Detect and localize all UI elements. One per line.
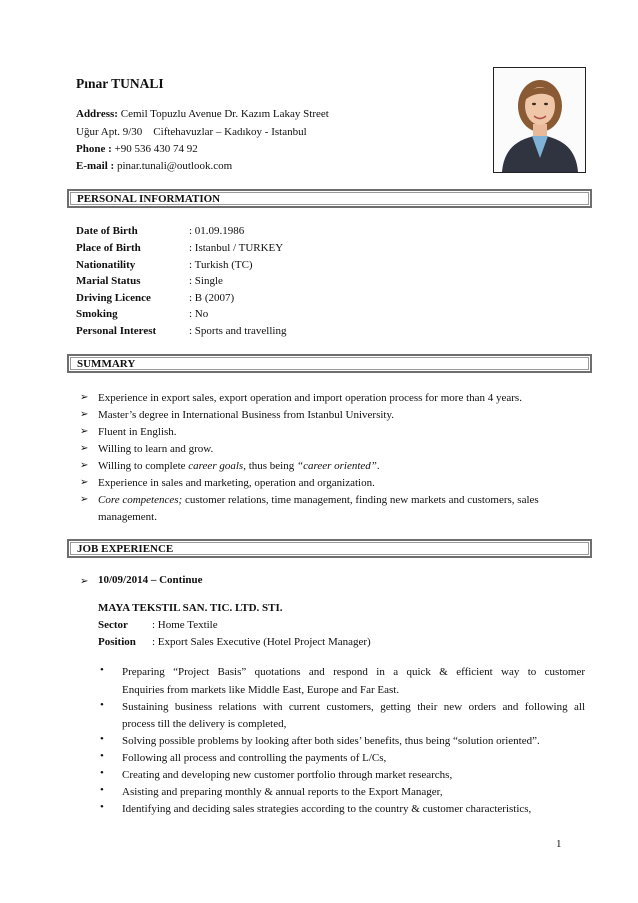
job-sector-value: : Home Textile [152, 619, 218, 631]
address-value: Cemil Topuzlu Avenue Dr. Kazım Lakay Street [120, 108, 329, 120]
personal-label-pob: Place of Birth [76, 242, 141, 254]
section-header-job [67, 539, 592, 558]
arrow-bullet-icon: ➢ [80, 392, 89, 403]
summary-item-career [98, 458, 578, 475]
personal-label-nationality: Nationatility [76, 259, 136, 271]
email-value: pinar.tunali@outlook.com [116, 160, 233, 172]
summary-item-career-a: Willing to complete [98, 460, 189, 472]
personal-label-licence: Driving Licence [76, 292, 151, 304]
personal-value-dob: : 01.09.1986 [189, 225, 245, 237]
bullet-dot-icon: • [100, 699, 104, 711]
bullet-dot-icon: • [100, 801, 104, 813]
profile-photo [493, 67, 586, 173]
section-title-summary: SUMMARY [77, 358, 136, 370]
section-header-personal [67, 189, 592, 208]
summary-competences-text: customer relations, time management, finding new markets and customers, sales [182, 494, 539, 506]
summary-item-career-d: “career oriented” [296, 460, 377, 472]
job-duty-cont: process till the delivery is completed, [122, 718, 287, 730]
address-label: Address: [76, 108, 118, 120]
bullet-dot-icon: • [100, 767, 104, 779]
bullet-dot-icon: • [100, 733, 104, 745]
phone-value: +90 536 430 74 92 [114, 143, 198, 155]
personal-value-pob: : Istanbul / TURKEY [189, 242, 284, 254]
personal-value-interest: : Sports and travelling [189, 325, 287, 337]
profile-photo-image [494, 68, 585, 172]
personal-label-marital: Marial Status [76, 275, 141, 287]
arrow-bullet-icon: ➢ [80, 494, 89, 505]
job-duty: Identifying and deciding sales strategies according to the country & customer characteristics, [122, 803, 532, 815]
personal-value-smoking: : No [189, 308, 209, 320]
personal-value-licence: : B (2007) [189, 292, 235, 304]
job-duty: Solving possible problems by looking after both sides’ benefits, thus being “solution oriented”. [122, 735, 540, 747]
address-line-1 [76, 108, 329, 120]
job-company: MAYA TEKSTIL SAN. TIC. LTD. STI. [98, 602, 283, 614]
candidate-name: Pınar TUNALI [76, 76, 164, 91]
personal-value-marital: : Single [189, 275, 223, 287]
job-duty: Following all process and controlling the payments of L/Cs, [122, 752, 387, 764]
personal-value-nationality: : Turkish (TC) [189, 259, 253, 271]
summary-item-career-e: . [376, 460, 380, 472]
arrow-bullet-icon: ➢ [80, 576, 89, 587]
job-duty: Sustaining business relations with current customers, getting their new orders and following all [122, 701, 585, 713]
email-line [76, 160, 232, 172]
job-duty-cont: Enquiries from markets like Middle East, Europe and Far East. [122, 684, 400, 696]
address-line-2: Uğur Apt. 9/30 Ciftehavuzlar – Kadıkoy - Istanbul [76, 126, 307, 138]
phone-line [76, 143, 198, 155]
personal-label-interest: Personal Interest [76, 325, 157, 337]
arrow-bullet-icon: ➢ [80, 426, 89, 437]
page-number: 1 [556, 838, 562, 850]
arrow-bullet-icon: ➢ [80, 477, 89, 488]
summary-item-career-b: career goals [188, 460, 244, 472]
job-duty: Creating and developing new customer portfolio through market researchs, [122, 769, 453, 781]
section-header-summary [67, 354, 592, 373]
summary-item: Fluent in English. [98, 426, 177, 438]
job-duty: Asisting and preparing monthly & annual reports to the Export Manager, [122, 786, 443, 798]
section-title-job: JOB EXPERIENCE [77, 543, 174, 555]
section-title-personal: PERSONAL INFORMATION [77, 193, 221, 205]
summary-item: Experience in sales and marketing, operation and organization. [98, 477, 375, 489]
summary-competences-line2: management. [98, 511, 157, 523]
arrow-bullet-icon: ➢ [80, 460, 89, 471]
phone-label: Phone : [76, 143, 112, 155]
job-period: 10/09/2014 – Continue [98, 574, 203, 586]
bullet-dot-icon: • [100, 750, 104, 762]
bullet-dot-icon: • [100, 664, 104, 676]
job-duty: Preparing “Project Basis” quotations and respond in a quick & efficient way to customer [122, 666, 585, 678]
summary-item-competences [98, 492, 578, 509]
arrow-bullet-icon: ➢ [80, 443, 89, 454]
job-position-value: : Export Sales Executive (Hotel Project Manager) [152, 636, 371, 648]
summary-item: Master’s degree in International Business from Istanbul University. [98, 409, 395, 421]
bullet-dot-icon: • [100, 784, 104, 796]
summary-competences-label: Core competences; [98, 494, 183, 506]
summary-item: Experience in export sales, export operation and import operation process for more than 4 years. [98, 392, 522, 404]
personal-label-smoking: Smoking [76, 308, 118, 320]
summary-item-career-c: , thus being [243, 460, 297, 472]
job-position-label: Position [98, 636, 136, 648]
arrow-bullet-icon: ➢ [80, 409, 89, 420]
personal-label-dob: Date of Birth [76, 225, 138, 237]
job-sector-label: Sector [98, 619, 128, 631]
summary-item: Willing to learn and grow. [98, 443, 214, 455]
email-label: E-mail : [76, 160, 115, 172]
